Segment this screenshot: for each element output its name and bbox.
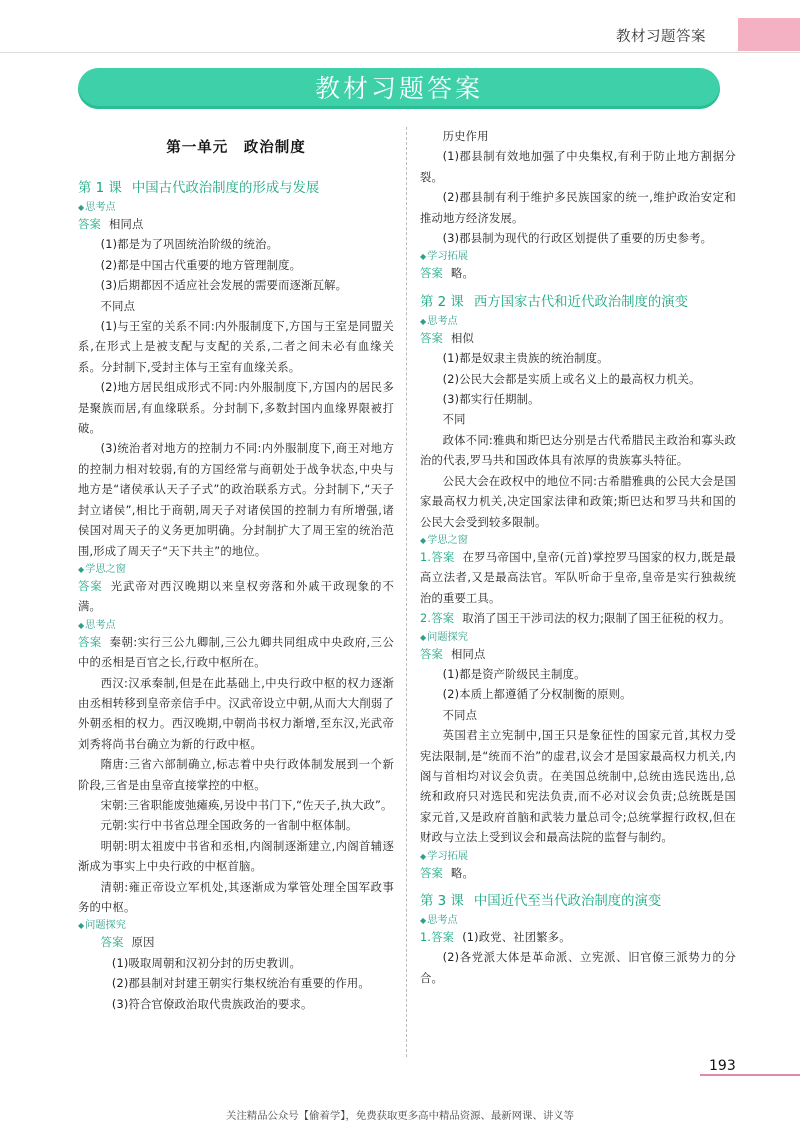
answer-line: (1)都是为了巩固统治阶级的统治。 (100, 238, 279, 252)
answer-paragraph: 1.答案 在罗马帝国中,皇帝(元首)掌控罗马国家的权力,既是最高立法者,又是最高法官。军队听命于皇帝,皇帝是实行独裁统治的重要工具。 (420, 550, 736, 605)
section-thinking-point: ◆ 思考点 (420, 913, 736, 928)
answer-label: 答案 (420, 866, 443, 880)
answer-line: (2)本质上都遵循了分权制衡的原则。 (442, 688, 632, 702)
answer-paragraph: 公民大会在政权中的地位不同:古希腊雅典的公民大会是国家最高权力机关,决定国家法律和政策;斯巴达和罗马共和国的公民大会受到较多限制。 (420, 474, 736, 529)
answer-line: (1)吸取周朝和汉初分封的历史教训。 (111, 956, 301, 970)
section-thinking-point: ◆ 思考点 (78, 200, 394, 215)
answer-line: 答案 略。 (420, 267, 474, 281)
answer-paragraph: 明朝:明太祖废中书省和丞相,内阁制逐渐建立,内阁首辅逐渐成为事实上中央行政的中枢首脑。 (78, 839, 394, 874)
answer-line: 1.答案 (1)政党、社团繁多。 (420, 931, 571, 944)
answer-line: (2)公民大会都是实质上或名义上的最高权力机关。 (442, 372, 701, 386)
answer-label: 答案 (78, 635, 102, 649)
answer-label: 答案 (78, 218, 101, 231)
running-header-title: 教材习题答案 (616, 29, 706, 45)
answer-paragraph: (1)郡县制有效地加强了中央集权,有利于防止地方割据分裂。 (420, 150, 736, 184)
lesson-2-title (420, 291, 736, 310)
answer-paragraph: 2.答案 取消了国王干涉司法的权力;限制了国王征税的权力。 (420, 612, 731, 626)
answer-paragraph: 西汉:汉承秦制,但是在此基础上,中央行政中枢的权力逐渐由丞相转移到皇帝亲信手中。汉武帝设立中朝,从而大大削弱了外朝丞相的权力。西汉晚期,中朝尚书权力渐增,至东汉,光武帝刘秀将尚书台确立为新的行政中枢。 (78, 676, 394, 751)
answer-label: 答案 (431, 550, 455, 564)
answer-line: 答案 相似 (420, 331, 474, 345)
unit-title: 第一单元 政治制度 (166, 140, 306, 156)
answer-line: (1)都是资产阶级民主制度。 (442, 667, 586, 681)
answer-line: (1)都是奴隶主贵族的统治制度。 (442, 352, 609, 366)
left-column (78, 127, 394, 1015)
lesson-1-number: 第 1 课 (78, 181, 122, 196)
section-study-extension: ◆ 学习拓展 (420, 849, 736, 864)
answer-line: 答案 相同点 (78, 218, 144, 231)
lesson-1-title (78, 177, 394, 196)
answer-paragraph: 政体不同:雅典和斯巴达分别是古代希腊民主政治和寡头政治的代表,罗马共和国政体具有浓厚的贵族寡头特征。 (420, 433, 736, 468)
section-thinking-point: ◆ 思考点 (420, 314, 736, 329)
answer-label: 答案 (431, 931, 455, 944)
answer-label: 答案 (78, 579, 103, 593)
answer-line: 不同点 (100, 299, 136, 313)
answer-line: (3)都实行任期制。 (442, 393, 540, 407)
page-number: 193 (709, 1058, 736, 1074)
section-study-extension: ◆ 学习拓展 (420, 249, 736, 264)
lesson-2-number: 第 2 课 (420, 294, 464, 310)
column-divider (406, 127, 407, 1057)
answer-label: 答案 (420, 267, 443, 281)
lesson-3-number: 第 3 课 (420, 894, 464, 909)
answer-line: 答案 原因 (100, 936, 155, 950)
answer-line: (2)都是中国古代重要的地方管理制度。 (100, 258, 302, 272)
answer-line: 答案 略。 (420, 866, 474, 880)
answer-paragraph: (3)统治者对地方的控制力不同:内外服制度下,商王对地方的控制力相对较弱,有的方国经常与商朝处于战争状态,中央与地方是“诸侯承认天子子式”的政治联系方式。分封制下,“天子封立诸侯”,相比于商朝,周天子对诸侯国的控制力有所增强,诸侯国对周天子的义务更加明确。分封制扩大了周王室的统治范围,形成了周天子“天下共主”的地位。 (78, 442, 394, 558)
section-study-window: ◆ 学思之窗 (78, 562, 394, 577)
section-problem-inquiry: ◆ 问题探究 (420, 630, 736, 645)
banner-title: 教材习题答案 (78, 68, 720, 109)
answer-line: 不同 (442, 413, 466, 427)
answer-paragraph: 答案 光武帝对西汉晚期以来皇权旁落和外戚干政现象的不满。 (78, 579, 394, 614)
answer-paragraph: (2)郡县制有利于维护多民族国家的统一,维护政治安定和推动地方经济发展。 (420, 191, 736, 225)
answer-line: 不同点 (442, 708, 478, 722)
page-number-rule (700, 1074, 800, 1076)
header-divider (0, 52, 800, 53)
answer-paragraph: (1)与王室的关系不同:内外服制度下,方国与王室是同盟关系,在形式上是被支配与支配的关系,二者之间未必有血缘关系。分封制下,受封主体与王室有血缘关系。 (78, 320, 394, 374)
lesson-1-name: 中国古代政治制度的形成与发展 (131, 181, 320, 196)
lesson-3-name: 中国近代至当代政治制度的演变 (473, 894, 662, 909)
lesson-3-title (420, 890, 736, 909)
answer-paragraph: 清朝:雍正帝设立军机处,其逐渐成为掌管处理全国军政事务的中枢。 (78, 880, 394, 914)
right-column (420, 127, 736, 989)
section-thinking-point: ◆ 思考点 (78, 618, 394, 633)
answer-label: 答案 (420, 647, 443, 661)
header-pink-tab (738, 18, 800, 51)
answer-paragraph: (2)地方居民组成形式不同:内外服制度下,方国内的居民多是聚族而居,有血缘联系。分封制下,多数封国内血缘界限被打破。 (78, 381, 394, 436)
answer-label: 答案 (431, 612, 455, 626)
section-problem-inquiry: ◆ 问题探究 (78, 918, 394, 933)
answer-line: (3)后期都因不适应社会发展的需要而逐渐瓦解。 (100, 279, 348, 293)
answer-line: (2)郡县制对封建王朝实行集权统治有重要的作用。 (111, 977, 370, 991)
answer-paragraph: 元朝:实行中书省总理全国政务的一省制中枢体制。 (100, 819, 358, 833)
answer-line: 历史作用 (442, 130, 489, 143)
answer-paragraph: 隋唐:三省六部制确立,标志着中央行政体制发展到一个新阶段,三省是由皇帝直接掌控的中枢。 (78, 758, 394, 792)
answer-line: (3)符合官僚政治取代贵族政治的要求。 (111, 997, 313, 1011)
lesson-2-name: 西方国家古代和近代政治制度的演变 (473, 294, 689, 310)
section-study-window: ◆ 学思之窗 (420, 533, 736, 548)
answer-label: 答案 (100, 936, 124, 950)
answer-paragraph: (3)郡县制为现代的行政区划提供了重要的历史参考。 (442, 232, 713, 246)
answer-line: (2)各党派大体是革命派、立宪派、旧官僚三派势力的分合。 (420, 951, 736, 985)
answer-paragraph: 英国君主立宪制中,国王只是象征性的国家元首,其权力受宪法限制,是“统而不治”的虚君,议会才是国家最高权力机关,内阁与首相均对议会负责。在美国总统制中,总统由选民选出,总统和政府只对选民和宪法负责,而不必对议会负责;总统既是国家元首,又是政府首脑和武装力量总司令;总统掌握行政权,但在财政与立法上受到议会和最高法院的监督与制约。 (420, 729, 736, 845)
answer-label: 答案 (420, 331, 443, 345)
answer-line: 答案 相同点 (420, 647, 486, 661)
answer-paragraph: 答案 秦朝:实行三公九卿制,三公九卿共同组成中央政府,三公中的丞相是百官之长,行政中枢所在。 (78, 635, 394, 670)
footer-note: 关注精品公众号【偷着学】，免费获取更多高中精品资源、最新网课、讲义等 (225, 1110, 575, 1122)
answer-paragraph: 宋朝:三省职能废弛瘫痪,另设中书门下,“佐天子,执大政”。 (100, 798, 393, 812)
